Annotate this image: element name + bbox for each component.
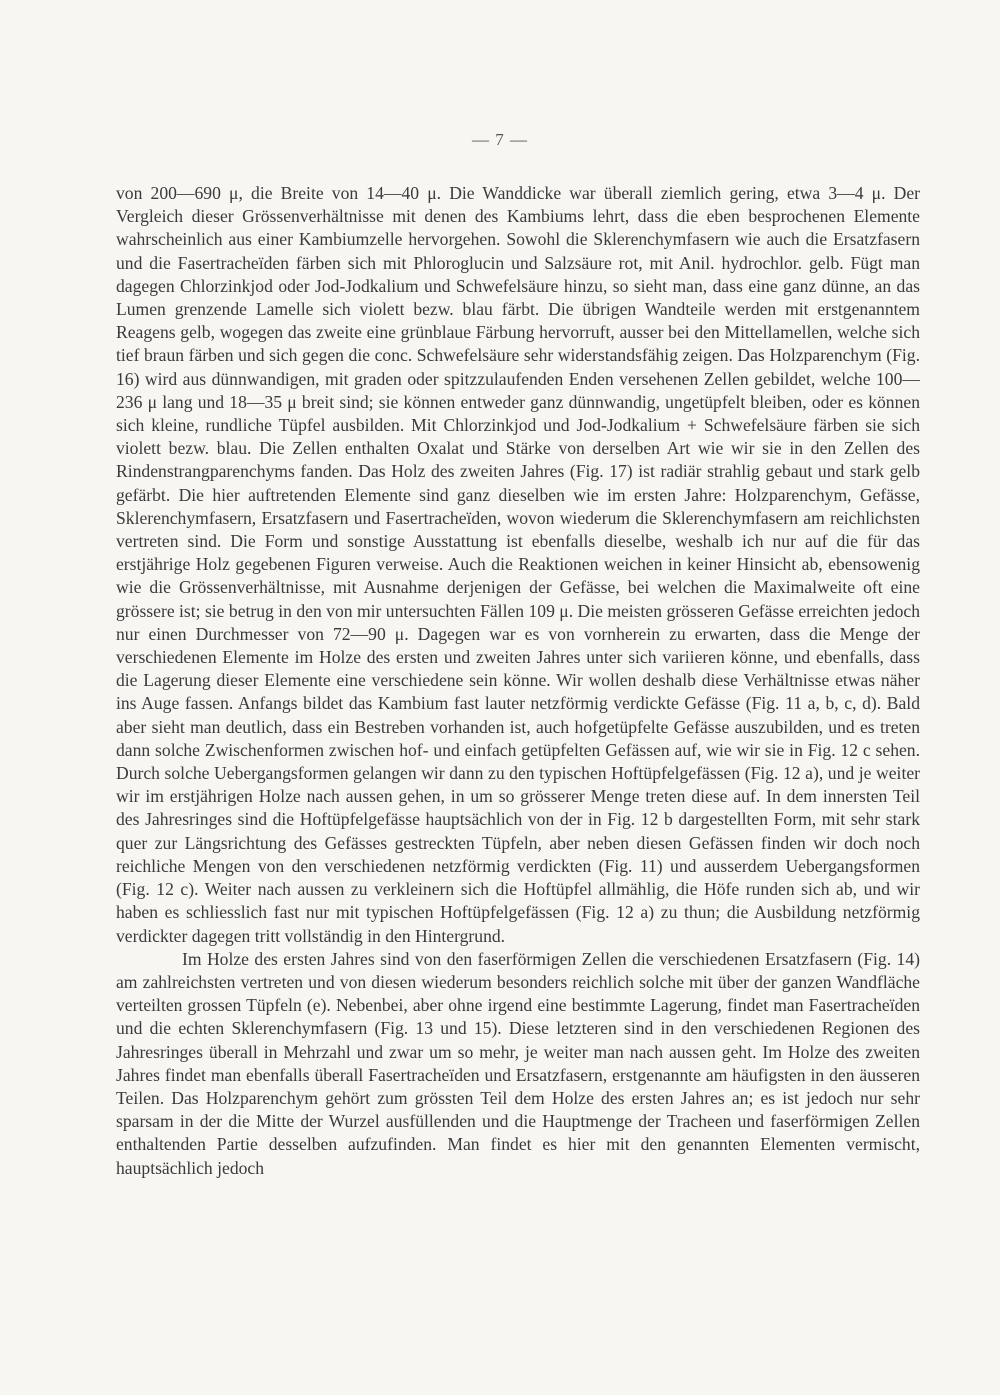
paragraph-1: von 200—690 μ, die Breite von 14—40 μ. Die Wanddicke war überall ziemlich gering, etwa 3—4 μ. Der Vergleich dieser Grössenverhältnisse mit denen des Kambiums lehrt, dass die eben besprochenen Elemente wahrscheinlich aus einer Kambiumzelle hervorgehen. Sowohl die Sklerenchymfasern wie auch die Ersatzfasern und die Fasertracheïden färben sich mit Phloroglucin und Salzsäure rot, mit Anil. hydrochlor. gelb. Fügt man dagegen Chlorzinkjod oder Jod-Jodkalium und Schwefelsäure hinzu, so sieht man, dass eine ganz dünne, an das Lumen grenzende Lamelle sich violett bezw. blau färbt. Die übrigen Wandteile werden mit erstgenanntem Reagens gelb, wogegen das zweite eine grünblaue Färbung hervorruft, ausser bei den Mittellamellen, welche sich tief braun färben und sich gegen die conc. Schwefelsäure sehr widerstandsfähig zeigen. Das Holzparenchym (Fig. 16) wird aus dünnwandigen, mit graden oder spitzzulaufenden Enden versehenen Zellen gebildet, welche 100—236 μ lang und 18—35 μ breit sind; sie können entweder ganz dünnwandig, ungetüpfelt bleiben, oder es können sich kleine, rundliche Tüpfel ausbilden. Mit Chlorzinkjod und Jod-Jodkalium + Schwefelsäure färben sie sich violett bezw. blau. Die Zellen enthalten Oxalat und Stärke von derselben Art wie wir sie in den Zellen des Rindenstrangparenchyms fanden. Das Holz des zweiten Jahres (Fig. 17) ist radiär strahlig gebaut und stark gelb gefärbt. Die hier auftretenden Elemente sind ganz dieselben wie im ersten Jahre: Holzparenchym, Gefässe, Sklerenchymfasern, Ersatzfasern und Fasertracheïden, wovon wiederum die Sklerenchymfasern am reichlichsten vertreten sind. Die Form und sonstige Ausstattung ist ebenfalls dieselbe, weshalb ich nur auf die für das erstjährige Holz gegebenen Figuren verweise. Auch die Reaktionen weichen in keiner Hinsicht ab, ebensowenig wie die Grössenverhältnisse, mit Ausnahme derjenigen der Gefässe, bei welchen die Maximalweite oft eine grössere ist; sie betrug in den von mir untersuchten Fällen 109 μ. Die meisten grösseren Gefässe erreichten jedoch nur einen Durchmesser von 72—90 μ. Dagegen war es von vornherein zu erwarten, dass die Menge der verschiedenen Elemente im Holze des ersten und zweiten Jahres unter sich variieren könne, und ebenfalls, dass die Lagerung dieser Elemente eine verschiedene sein könne. Wir wollen deshalb diese Verhältnisse etwas näher ins Auge fassen. Anfangs bildet das Kambium fast lauter netzförmig verdickte Gefässe (Fig. 11 a, b, c, d). Bald aber sieht man deutlich, dass ein Bestreben vorhanden ist, auch hofgetüpfelte Gefässe auszubilden, und es treten dann solche Zwischenformen zwischen hof- und einfach getüpfelten Gefässen auf, wie wir sie in Fig. 12 c sehen. Durch solche Uebergangsformen gelangen wir dann zu den typischen Hoftüpfelgefässen (Fig. 12 a), und je weiter wir im erstjährigen Holze nach aussen gehen, in um so grösserer Menge treten diese auf. In dem innersten Teil des Jahresringes sind die Hoftüpfelgefässe hauptsächlich von der in Fig. 12 b dargestellten Form, mit sehr stark quer zur Längsrichtung des Gefässes gestreckten Tüpfeln, aber neben diesen Gefässen finden wir doch noch reichliche Mengen von den verschiedenen netzförmig verdickten (Fig. 11) und ausserdem Uebergangsformen (Fig. 12 c). Weiter nach aussen zu verkleinern sich die Hoftüpfel allmählig, die Höfe runden sich ab, und wir haben es schliesslich fast nur mit typischen Hoftüpfelgefässen (Fig. 12 a) zu thun; die Ausbildung netzförmig verdickter dagegen tritt vollständig in den Hintergrund. bbox=[116, 183, 920, 946]
page-number: — 7 — bbox=[472, 130, 528, 149]
paragraph-2: Im Holze des ersten Jahres sind von den faserförmigen Zellen die verschiedenen Ersatzfasern (Fig. 14) am zahlreichsten vertreten und von diesen wiederum besonders reichlich solche mit über der ganzen Wandfläche verteilten grossen Tüpfeln (e). Nebenbei, aber ohne irgend eine bestimmte Lagerung, findet man Fasertracheïden und die echten Sklerenchymfasern (Fig. 13 und 15). Diese letzteren sind in den verschiedenen Regionen des Jahresringes überall in Mehrzahl und zwar um so mehr, je weiter man nach aussen geht. Im Holze des zweiten Jahres findet man ebenfalls überall Fasertracheïden und Ersatzfasern, erstgenannte am häufigsten in den äusseren Teilen. Das Holzparenchym gehört zum grössten Teil dem Holze des ersten Jahres an; es ist jedoch nur sehr sparsam in der die Mitte der Wurzel ausfüllenden und die Hauptmenge der Tracheen und faserförmigen Zellen enthaltenden Partie desselben aufzufinden. Man findet es hier mit den genannten Elementen vermischt, hauptsächlich jedoch bbox=[116, 948, 920, 1178]
body-text bbox=[116, 182, 920, 1180]
